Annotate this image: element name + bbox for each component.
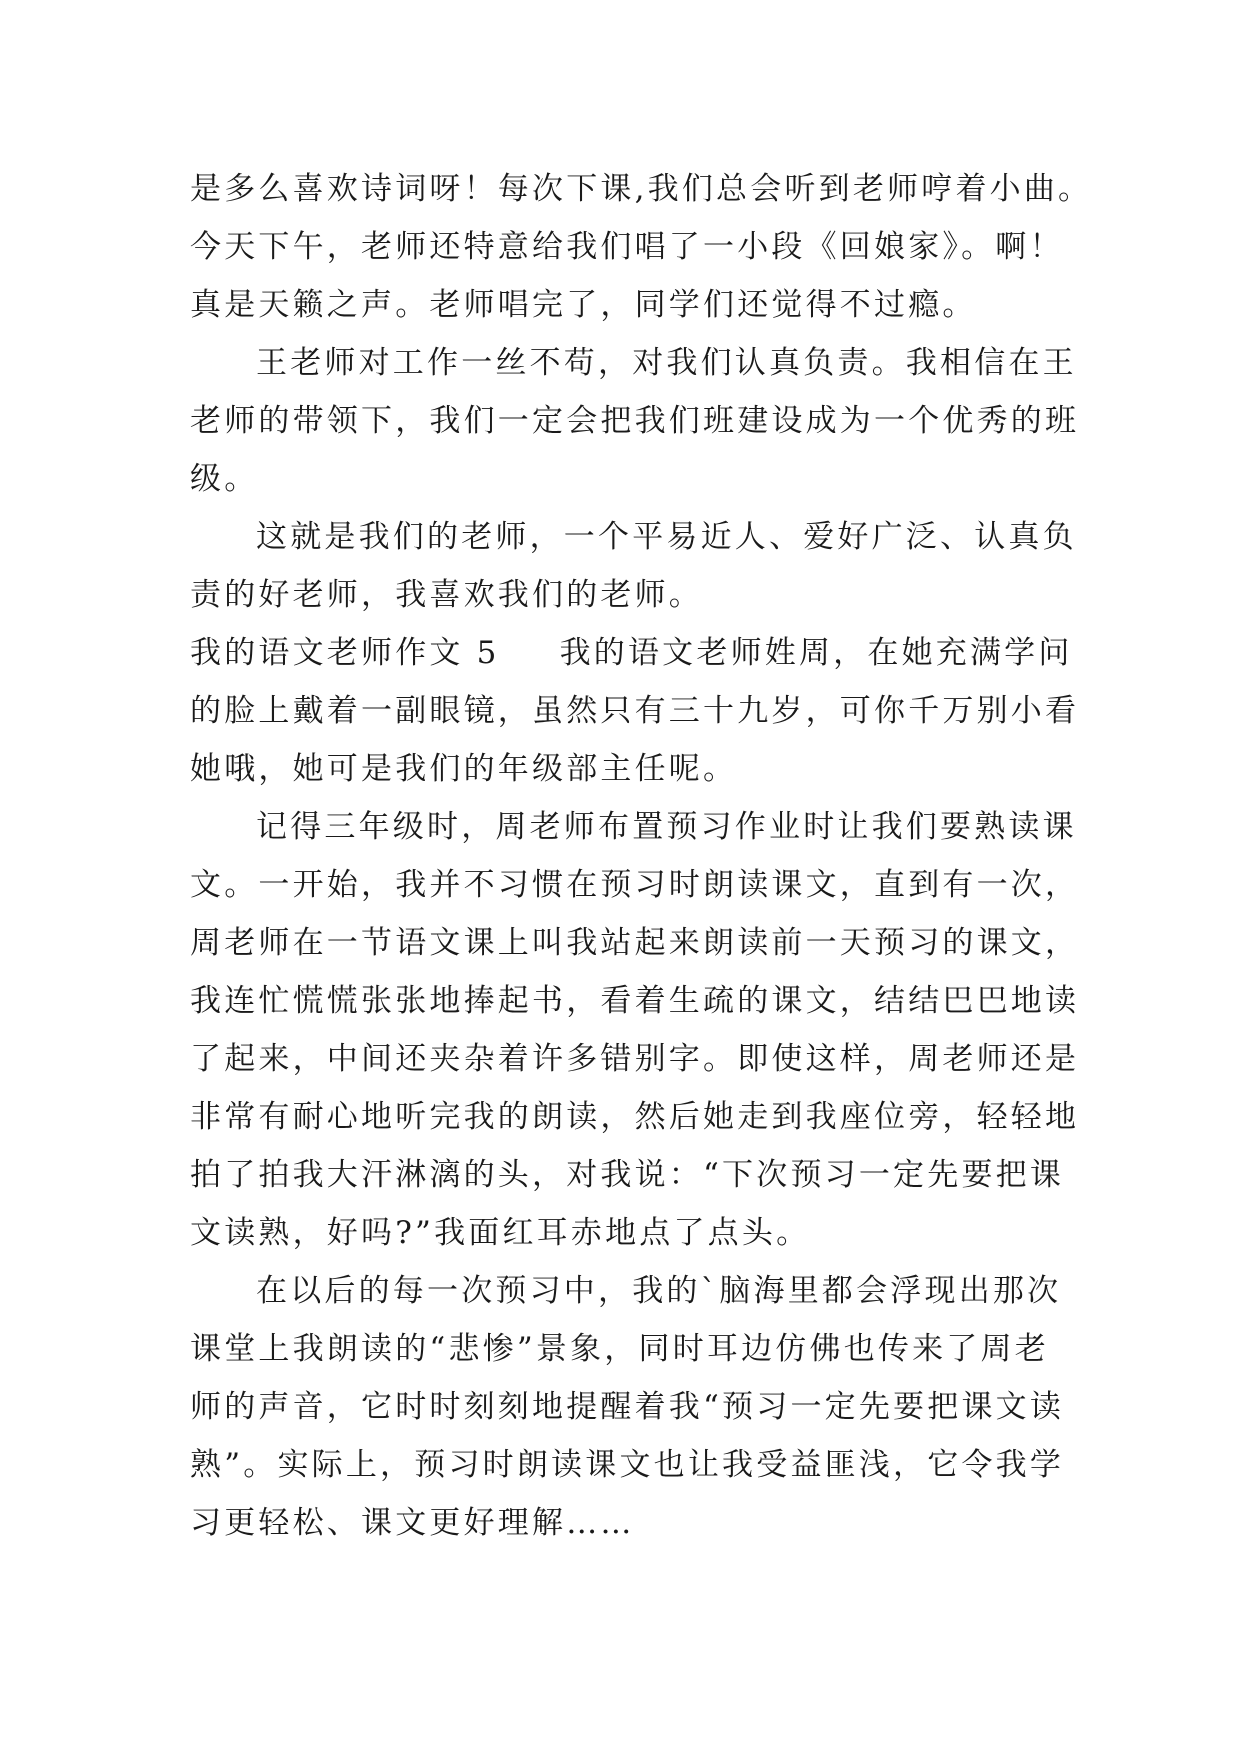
text-line: 的脸上戴着一副眼镜，虽然只有三十九岁，可你千万别小看 — [190, 693, 1080, 729]
essay-title: 我的语文老师作文 5 — [190, 635, 500, 671]
text-line: 拍了拍我大汗淋漓的头，对我说：“下次预习一定先要把课 — [190, 1157, 1065, 1193]
paragraph-start-line: 王老师对工作一丝不苟，对我们认真负责。我相信在王 — [256, 345, 1077, 381]
paragraph-start-line: 这就是我们的老师，一个平易近人、爱好广泛、认真负 — [256, 519, 1077, 555]
text-line: 今天下午，老师还特意给我们唱了一小段《回娘家》。啊！ — [190, 229, 1064, 265]
text-line: 熟”。实际上，预习时朗读课文也让我受益匪浅，它令我学 — [190, 1447, 1065, 1483]
text-line: 课堂上我朗读的“悲惨”景象，同时耳边仿佛也传来了周老 — [190, 1331, 1049, 1367]
text-line: 文读熟，好吗?”我面红耳赤地点了点头。 — [190, 1215, 811, 1251]
text-line: 师的声音，它时时刻刻地提醒着我“预习一定先要把课文读 — [190, 1389, 1065, 1425]
text-line: 责的好老师，我喜欢我们的老师。 — [190, 577, 703, 613]
text-line: 文。一开始，我并不习惯在预习时朗读课文，直到有一次， — [190, 867, 1080, 903]
text-line: 级。 — [190, 461, 259, 497]
text-line: 习更轻松、课文更好理解…… — [190, 1505, 635, 1541]
paragraph-start-line: 记得三年级时，周老师布置预习作业时让我们要熟读课 — [256, 809, 1077, 845]
text-line: 真是天籁之声。老师唱完了，同学们还觉得不过瘾。 — [190, 287, 977, 323]
text-line: 她哦，她可是我们的年级部主任呢。 — [190, 751, 738, 787]
text-line: 了起来，中间还夹杂着许多错别字。即使这样，周老师还是 — [190, 1041, 1080, 1077]
text-line: 非常有耐心地听完我的朗读，然后她走到我座位旁，轻轻地 — [190, 1099, 1080, 1135]
text-segment: 我的语文老师姓周，在她充满学问 — [559, 635, 1073, 671]
text-line: 我连忙慌慌张张地捧起书，看着生疏的课文，结结巴巴地读 — [190, 983, 1080, 1019]
text-line: 是多么喜欢诗词呀！每次下课,我们总会听到老师哼着小曲。 — [190, 171, 1093, 207]
paragraph-start-line: 在以后的每一次预习中，我的`脑海里都会浮现出那次 — [256, 1273, 1062, 1309]
essay-title-line — [190, 624, 1090, 682]
text-line: 老师的带领下，我们一定会把我们班建设成为一个优秀的班 — [190, 403, 1080, 439]
essay-body — [190, 160, 1093, 1552]
text-line: 周老师在一节语文课上叫我站起来朗读前一天预习的课文， — [190, 925, 1080, 961]
